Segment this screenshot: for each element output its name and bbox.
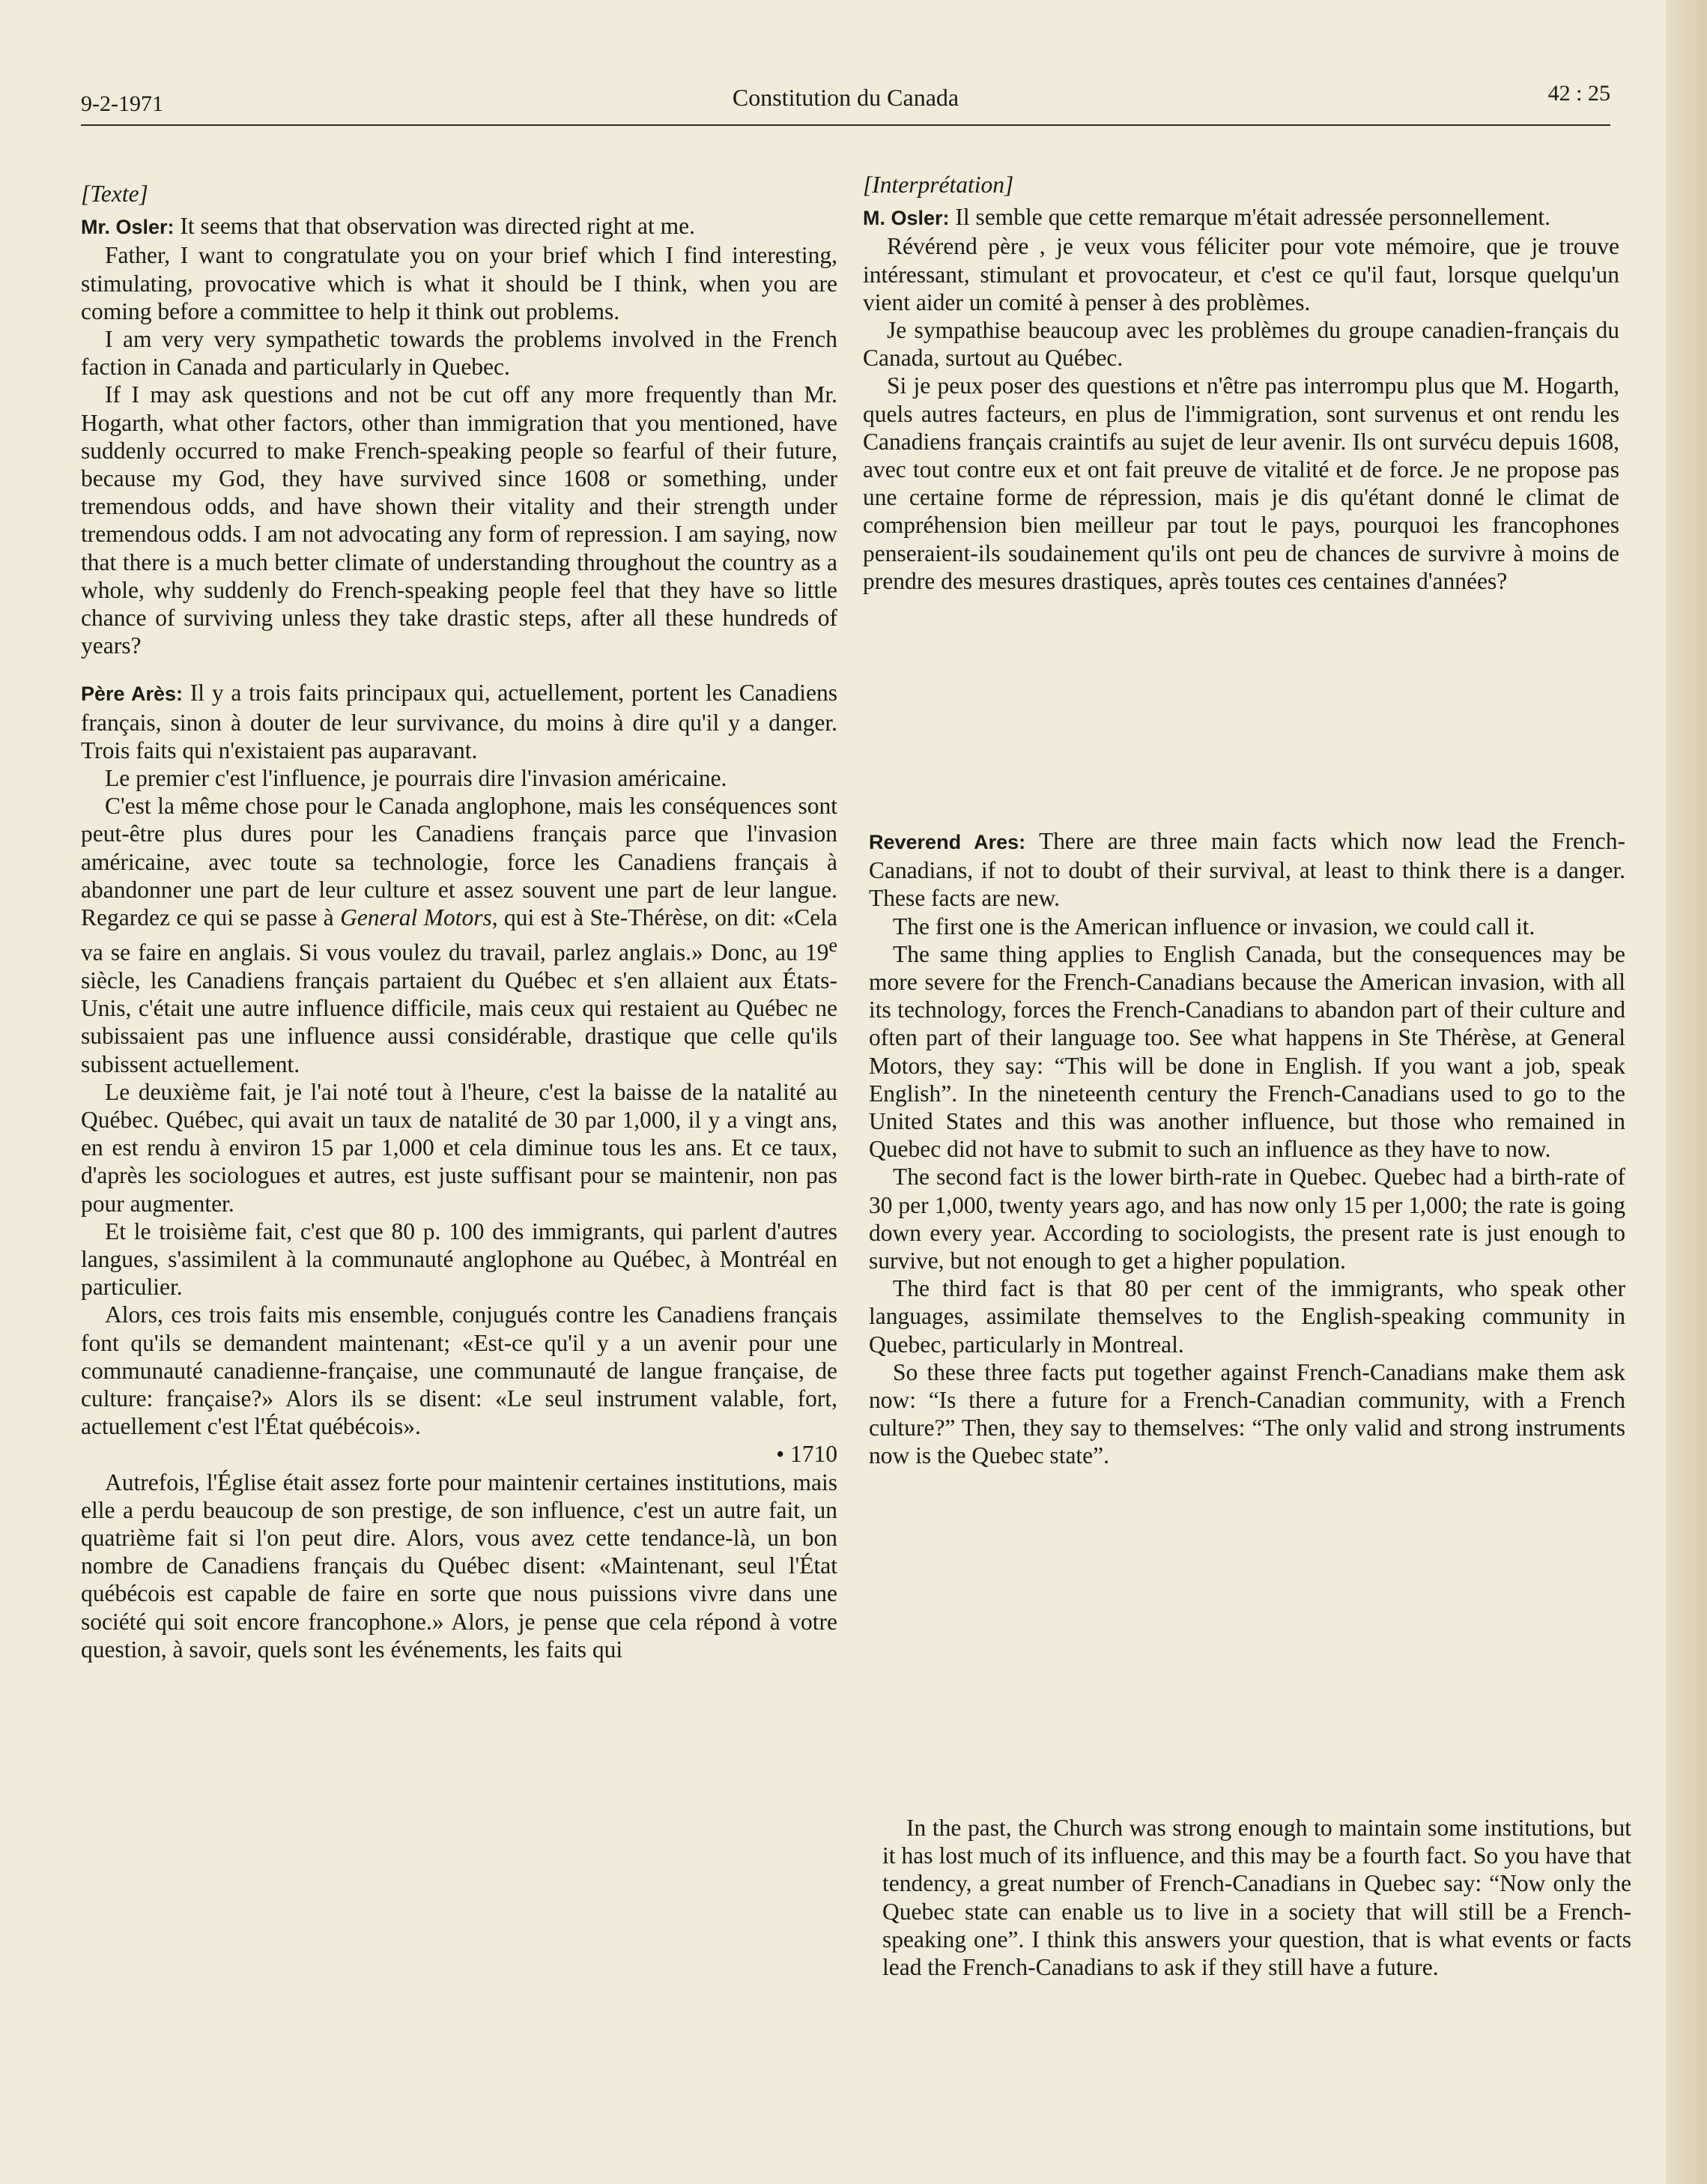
- time-marker: • 1710: [776, 1441, 837, 1468]
- paragraph: The first one is the American influence or invasion, we could call it.: [893, 913, 1535, 940]
- paragraph: The third fact is that 80 per cent of the immigrants, who speak other languages, assimilate themselves to the English-speaking community in Quebec, particularly in Montreal.: [869, 1275, 1625, 1358]
- paragraph: Le premier c'est l'influence, je pourrais dire l'invasion américaine.: [105, 765, 727, 792]
- paragraph: The same thing applies to English Canada, but the consequences may be more severe for the French-Canadians because the American invasion, with all its technology, forces the French-Canadians to abandon part of their culture and often part of their language too. See what happens in Ste Thérèse, at General Motors, they say: “This will be done in English. If you want a job, speak English”. In the nineteenth century the French-Canadians used to go to the United States and this was another influence, but those who remained in Quebec did not have to submit to such an influence as they have to now.: [869, 940, 1625, 1163]
- page-edge: [1666, 0, 1707, 2184]
- header-date: 9-2-1971: [81, 91, 163, 116]
- paragraph: Le deuxième fait, je l'ai noté tout à l'heure, c'est la baisse de la natalité au Québec. Québec, qui avait un taux de natalité de 30 par 1,000, il y a vingt ans, en est rendu à environ 15 par 1,000 et cela diminue tous les ans. Et ce taux, d'après les sociologues et autres, est juste suffisant pour se maintenir, non pas pour augmenter.: [81, 1078, 837, 1217]
- paragraph: Si je peux poser des questions et n'être pas interrompu plus que M. Hogarth, quels autres facteurs, en plus de l'immigration, sont survenus et ont rendu les Canadiens français craintifs au sujet de leur avenir. Ils ont survécu depuis 1608, avec tout contre eux et ont fait preuve de vitalité et de force. Je ne propose pas une certaine forme de répression, mais je dis qu'étant donné le climat de compréhension bien meilleur par tout le pays, pourquoi les francophones penseraient-ils soudainement qu'ils ont peu de chances de survivre à moins de prendre des mesures drastiques, après toutes ces centaines d'années?: [863, 372, 1619, 594]
- paragraph: Father, I want to congratulate you on your brief which I find interesting, stimulating, provocative which is what it should be I think, when you are coming before a committee to help it think out problems.: [81, 242, 837, 324]
- page-header: [81, 78, 1610, 130]
- company-name: General Motors: [340, 904, 492, 931]
- paragraph: If I may ask questions and not be cut off any more frequently than Mr. Hogarth, what other factors, other than immigration that you mentioned, have suddenly occurred to make French-speaking people so fearful of their future, because my God, they have survived since 1608 or something, under tremendous odds, and have shown their vitality and their strength under tremendous odds. I am not advocating any form of repression. I am saying, now that there is a much better climate of understanding throughout the country as a whole, why suddenly do French-speaking people feel that they have so little chance of surviving unless they take drastic steps, after all these hundreds of years?: [81, 381, 837, 659]
- paragraph: M. Osler: Il semble que cette remarque m'était adressée personnellement.: [863, 204, 1550, 231]
- paragraph: C'est la même chose pour le Canada anglophone, mais les conséquences sont peut-être plus dures pour les Canadiens français parce que l'invasion américaine, avec toute sa technologie, force les Canadiens français à abandonner une part de leur culture et assez souvent une part de leur langue. Regardez ce qui se passe à General Motors, qui est à Ste-Thérèse, on dit: «Cela va se faire en anglais. Si vous voulez du travail, parlez anglais.» Donc, au 19e siècle, les Canadiens français partaient du Québec et s'en allaient aux États-Unis, c'était une autre influence difficile, mais ceux qui restaient au Québec ne subissaient pas une influence aussi considérable, drastique que celle qu'ils subissent actuellement.: [81, 793, 838, 1077]
- header-rule: [81, 124, 1610, 126]
- paragraph: In the past, the Church was strong enough to maintain some institutions, but it has lost much of its influence, and this may be a fourth fact. So you have that tendency, a great number of French-Canadians in Quebec say: “Now only the Quebec state can enable us to live in a society that will still be a French-speaking one”. I think this answers your question, that is what events or facts lead the French-Canadians to ask if they still have a future.: [882, 1815, 1631, 1981]
- section-label-texte: [Texte]: [81, 181, 148, 207]
- right-column-middle: [869, 827, 1625, 1470]
- paragraph: Mr. Osler: It seems that that observation was directed right at me.: [81, 213, 695, 240]
- paragraph: Autrefois, l'Église était assez forte pour maintenir certaines institutions, mais elle a perdu beaucoup de son prestige, de son influence, c'est un autre fait, un quatrième fait si l'on peut dire. Alors, vous avez cette tendance-là, un bon nombre de Canadiens français du Québec disent: «Maintenant, seul l'État québécois est capable de faire en sorte que nous puissions vivre dans une société qui soit encore francophone.» Alors, je pense que cela répond à votre question, à savoir, quels sont les événements, les faits qui: [81, 1468, 837, 1663]
- right-column-bottom: [882, 1814, 1631, 1981]
- paragraph: I am very very sympathetic towards the problems involved in the French faction in Canada and particularly in Quebec.: [81, 326, 837, 381]
- paragraph: Et le troisième fait, c'est que 80 p. 100 des immigrants, qui parlent d'autres langues, s'assimilent à la communauté anglophone au Québec, à Montréal en particulier.: [81, 1217, 837, 1301]
- section-label-interpretation: [Interprétation]: [863, 172, 1014, 198]
- paragraph: So these three facts put together against French-Canadians make them ask now: “Is there a future for a French-Canadian community, with a French culture?” Then, they say to themselves: “The only valid and strong instruments now is the Quebec state”.: [869, 1358, 1625, 1469]
- paragraph: The second fact is the lower birth-rate in Quebec. Quebec had a birth-rate of 30 per 1,000, twenty years ago, and has now only 15 per 1,000; the rate is going down every year. According to sociologists, the present rate is just enough to survive, but not enough to get a higher population.: [869, 1164, 1625, 1274]
- paragraph: Je sympathise beaucoup avec les problèmes du groupe canadien-français du Canada, surtout au Québec.: [863, 317, 1619, 372]
- header-title: Constitution du Canada: [732, 84, 959, 111]
- speaker-label: Mr. Osler:: [81, 216, 175, 239]
- speaker-label: Père Arès:: [81, 683, 183, 706]
- paragraph: Père Arès: Il y a trois faits principaux qui, actuellement, portent les Canadiens français, sinon à douter de leur survivance, du moins à dire qu'il y a danger. Trois faits qui n'existaient pas auparavant.: [81, 680, 837, 763]
- header-page-number: 42 : 25: [1547, 81, 1610, 106]
- paragraph: Reverend Ares: There are three main facts which now lead the French-Canadians, if not to doubt of their survival, at least to think there is a danger. These facts are new.: [869, 828, 1626, 912]
- left-column: [81, 180, 837, 1663]
- speaker-label: M. Osler:: [863, 207, 950, 230]
- right-column-top: [863, 171, 1619, 595]
- speaker-label: Reverend Ares:: [869, 831, 1026, 853]
- paragraph: Alors, ces trois faits mis ensemble, conjugués contre les Canadiens français font qu'ils se demandent maintenant; «Est-ce qu'il y a un avenir pour une communauté canadienne-française, une communauté de langue française, de culture: française?» Alors ils se disent: «Le seul instrument valable, fort, actuellement c'est l'État québécois».: [81, 1301, 837, 1440]
- paragraph: Révérend père , je veux vous féliciter pour vote mémoire, que je trouve intéressant, stimulant et provocateur, et c'est ce qu'il faut, lorsque quelqu'un vient aider un comité à penser à des problèmes.: [863, 233, 1619, 315]
